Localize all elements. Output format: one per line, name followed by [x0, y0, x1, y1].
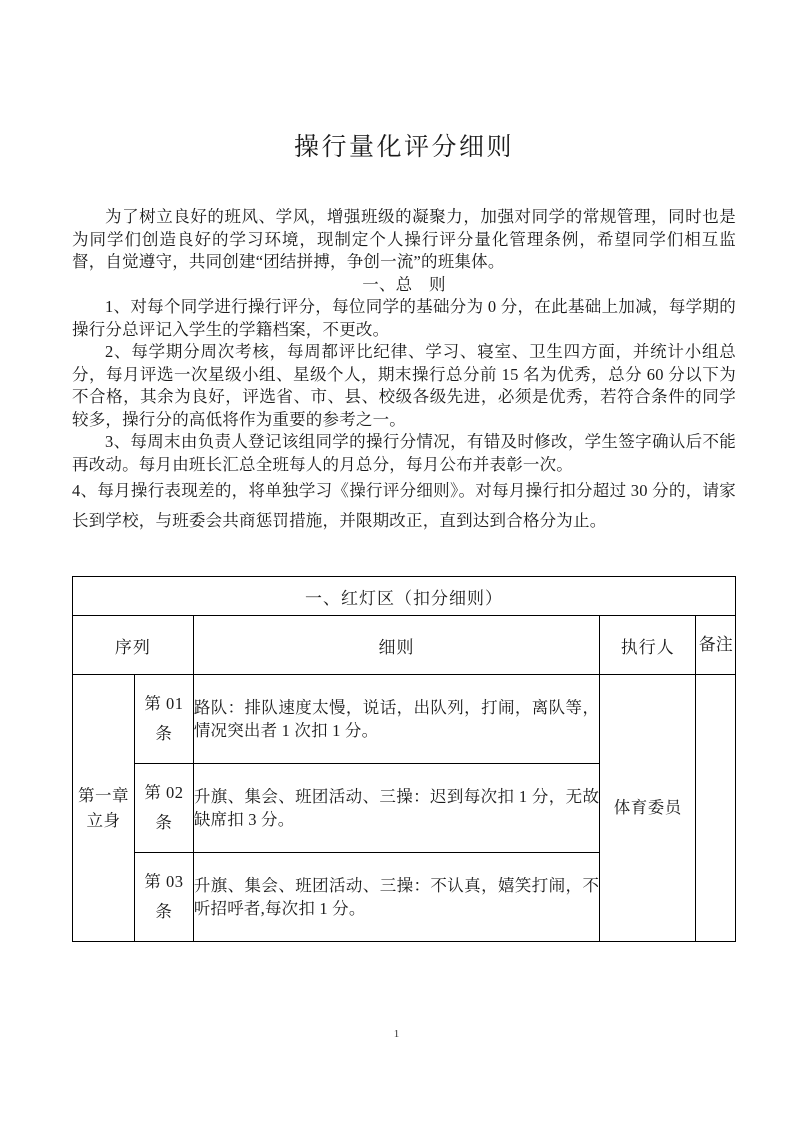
table-row — [73, 675, 736, 764]
column-header-detail: 细则 — [193, 616, 599, 675]
article-number: 第 03 条 — [135, 853, 194, 942]
rule-item-2: 2、每学期分周次考核，每周都评比纪律、学习、寝室、卫生四方面，并统计小组总分，每月评选一次星级小组、星级个人，期末操行总分前 15 名为优秀，总分 60 分以下为不合格，其余为良好，评选省、市、县、校级各级先进，必须是优秀，若符合条件的同学较多，操行分的高低将作为重要的参考之一。 — [72, 342, 736, 429]
column-header-sequence: 序列 — [73, 616, 194, 675]
table-header-row — [73, 616, 736, 675]
chapter-label: 第一章 立身 — [73, 675, 135, 942]
remark-cell — [696, 675, 736, 942]
preamble-paragraph: 为了树立良好的班风、学风，增强班级的凝聚力，加强对同学的常规管理，同时也是为同学们创造良好的学习环境，现制定个人操行评分量化管理条例，希望同学们相互监督，自觉遵守，共同创建“团结拼搏，争创一流”的班集体。 — [72, 207, 736, 271]
rule-detail-text: 升旗、集会、班团活动、三操：不认真，嬉笑打闹，不听招呼者,每次扣 1 分。 — [193, 853, 599, 942]
table-caption: 一、红灯区（扣分细则） — [73, 577, 736, 616]
rule-detail-text: 升旗、集会、班团活动、三操：迟到每次扣 1 分，无故缺席扣 3 分。 — [193, 764, 599, 853]
executor-name: 体育委员 — [600, 675, 696, 942]
table-caption-row — [73, 577, 736, 616]
rule-item-3: 3、每周末由负责人登记该组同学的操行分情况，有错及时修改，学生签字确认后不能再改动。每月由班长汇总全班每人的月总分，每月公布并表彰一次。 — [72, 432, 736, 474]
column-header-executor: 执行人 — [600, 616, 696, 675]
rule-detail-text: 路队：排队速度太慢，说话，出队列，打闹，离队等，情况突出者 1 次扣 1 分。 — [193, 675, 599, 764]
article-number: 第 01 条 — [135, 675, 194, 764]
page-number: 1 — [393, 1028, 400, 1040]
red-zone-rules-table — [72, 576, 736, 942]
rule-item-1: 1、对每个同学进行操行评分，每位同学的基础分为 0 分，在此基础上加减，每学期的操行分总评记入学生的学籍档案，不更改。 — [72, 297, 736, 339]
rule-item-4: 4、每月操行表现差的，将单独学习《操行评分细则》。对每月操行扣分超过 30 分的，请家长到学校，与班委会共商惩罚措施，并限期改正，直到达到合格分为止。 — [72, 481, 736, 530]
document-content — [72, 0, 736, 942]
page-title: 操行量化评分细则 — [293, 133, 514, 161]
article-number: 第 02 条 — [135, 764, 194, 853]
column-header-remark: 备注 — [696, 616, 736, 675]
section-heading-general: 一、总 则 — [362, 274, 446, 294]
